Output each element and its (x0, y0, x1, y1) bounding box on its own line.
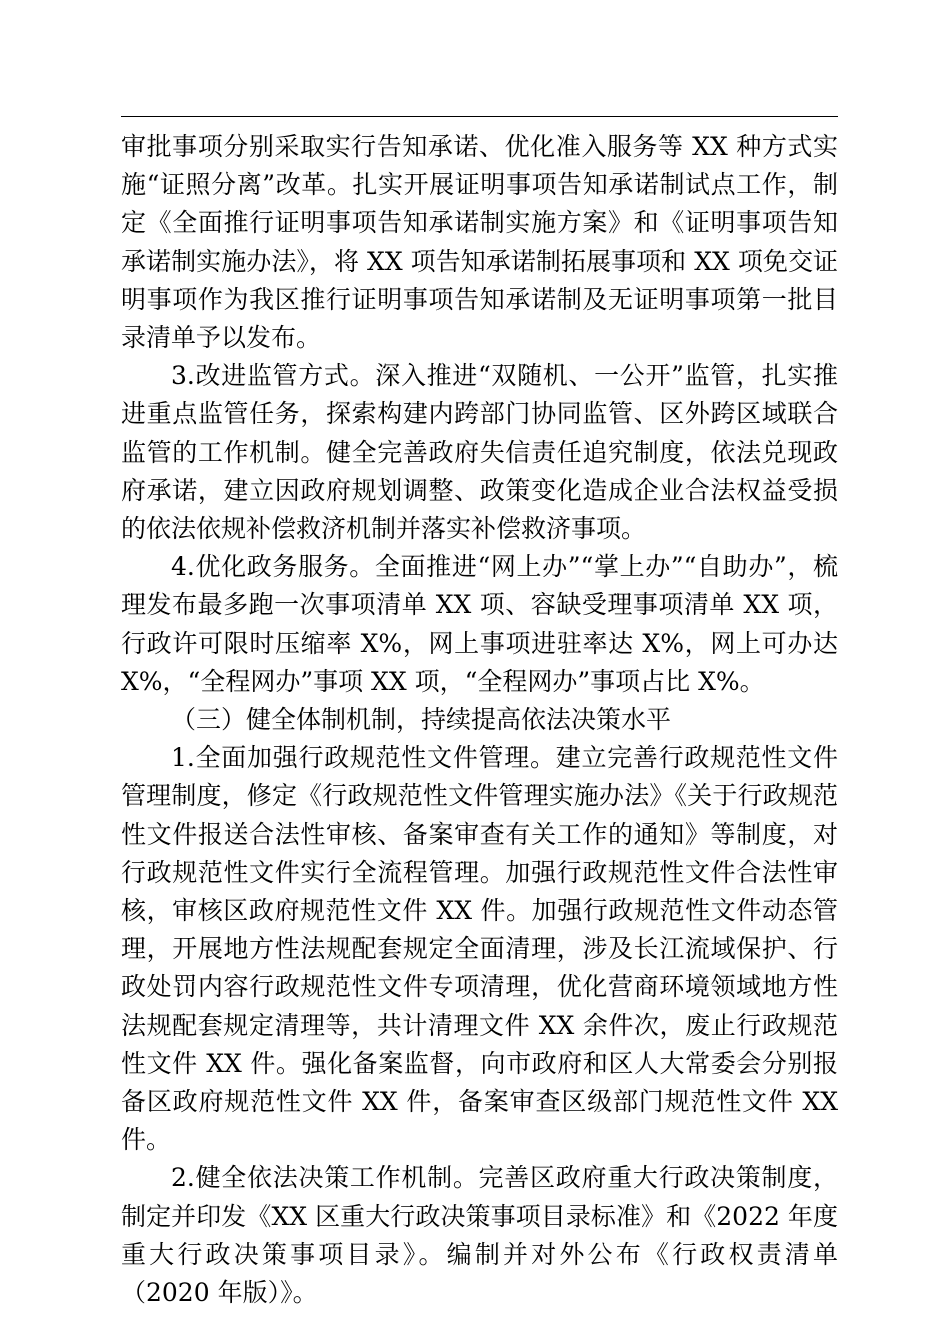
paragraph-continuation: 审批事项分别采取实行告知承诺、优化准入服务等 XX 种方式实施“证照分离”改革。扎实开展证明事项告知承诺制试点工作，制定《全面推行证明事项告知承诺制实施方案》和《证明事项告知承诺制实施办法》，将 XX 项告知承诺制拓展事项和 XX 项免交证明事项作为我区推行证明事项告知承诺制及无证明事项第一批目录清单予以发布。 (121, 132, 838, 353)
paragraph-decision-mechanism: 2.健全依法决策工作机制。完善区政府重大行政决策制度，制定并印发《XX 区重大行政决策事项目录标准》和《2022 年度重大行政决策事项目录》。编制并对外公布《行政权责清单（2020 年版）》。 (121, 1163, 838, 1308)
section-heading: （三）健全体制机制，持续提高依法决策水平 (171, 705, 672, 735)
document-body (121, 128, 838, 1312)
paragraph-government-service: 4.优化政务服务。全面推进“网上办”“掌上办”“自助办”，梳理发布最多跑一次事项清单 XX 项、容缺受理事项清单 XX 项，行政许可限时压缩率 X%，网上事项进驻率达 X%，网上可办达 X%，“全程网办”事项 XX 项，“全程网办”事项占比 X%。 (121, 552, 838, 696)
header-rule (121, 116, 838, 117)
paragraph-normative-documents: 1.全面加强行政规范性文件管理。建立完善行政规范性文件管理制度，修定《行政规范性文件管理实施办法》《关于行政规范性文件报送合法性审核、备案审查有关工作的通知》等制度，对行政规范性文件实行全流程管理。加强行政规范性文件合法性审核，审核区政府规范性文件 XX 件。加强行政规范性文件动态管理，开展地方性法规配套规定全面清理，涉及长江流域保护、行政处罚内容行政规范性文件专项清理，优化营商环境领域地方性法规配套规定清理等，共计清理文件 XX 余件次，废止行政规范性文件 XX 件。强化备案监督，向市政府和区人大常委会分别报备区政府规范性文件 XX 件，备案审查区级部门规范性文件 XX 件。 (121, 743, 838, 1155)
paragraph-regulation-method: 3.改进监管方式。深入推进“双随机、一公开”监管，扎实推进重点监管任务，探索构建内跨部门协同监管、区外跨区域联合监管的工作机制。健全完善政府失信责任追究制度，依法兑现政府承诺，建立因政府规划调整、政策变化造成企业合法权益受损的依法依规补偿救济机制并落实补偿救济事项。 (121, 361, 838, 544)
